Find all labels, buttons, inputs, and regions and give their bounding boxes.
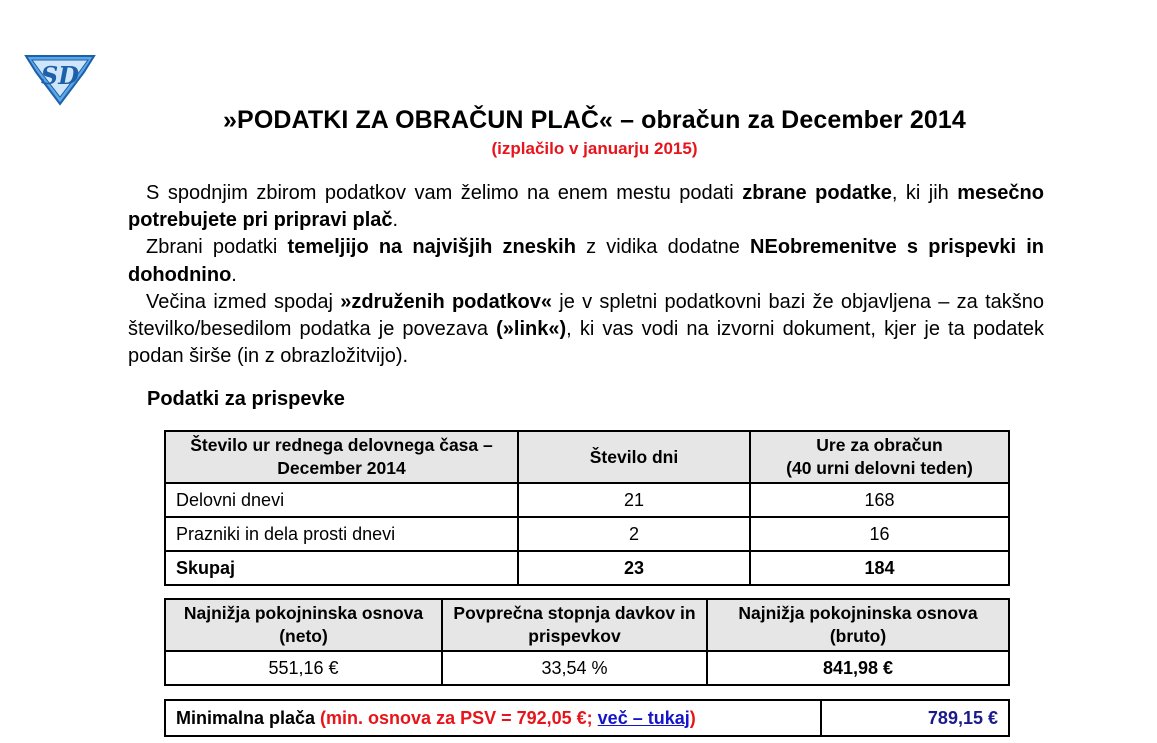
days-value: 2 [518, 517, 750, 551]
pension-base-gross: 841,98 € [707, 651, 1009, 685]
days-value: 21 [518, 483, 750, 517]
page-title: »PODATKI ZA OBRAČUN PLAČ« – obračun za December 2014 [223, 106, 966, 134]
pension-base-net: 551,16 € [165, 651, 442, 685]
table-row [165, 651, 1009, 685]
average-tax-rate: 33,54 % [442, 651, 707, 685]
table-row [165, 700, 1009, 736]
svg-text:SD: SD [40, 61, 80, 90]
intro-text [128, 180, 1044, 370]
table-header: Število dni [518, 431, 750, 483]
table-header: Najnižja pokojninska osnova (bruto) [707, 599, 1009, 651]
table-row [165, 517, 1009, 551]
intro-paragraph-1: S spodnjim zbirom podatkov vam želimo na enem mestu podati zbrane podatke, ki jih mesečno potrebujete pri pripravi plač. [128, 182, 1044, 232]
intro-paragraph-2: Zbrani podatki temeljijo na najvišjih zneskih z vidika dodatne NEobremenitve s prispevki in dohodnino. [128, 236, 1044, 286]
row-label: Delovni dnevi [165, 483, 518, 517]
minimum-wage-table [164, 699, 1010, 737]
table-header: Ure za obračun (40 urni delovni teden) [750, 431, 1009, 483]
min-wage-value: 789,15 € [821, 700, 1009, 736]
table-row-total [165, 551, 1009, 585]
document-header [0, 106, 1157, 159]
hours-value: 16 [750, 517, 1009, 551]
row-label: Skupaj [165, 551, 518, 585]
days-value: 23 [518, 551, 750, 585]
page-subtitle: (izplačilo v januarju 2015) [491, 139, 698, 158]
min-wage-label-cell: Minimalna plača (min. osnova za PSV = 792,05 €; več – tukaj) [165, 700, 821, 736]
more-here-link[interactable]: več – tukaj [597, 707, 690, 728]
table-header: Število ur rednega delovnega časa – December 2014 [165, 431, 518, 483]
pension-base-table [164, 598, 1010, 686]
row-label: Prazniki in dela prosti dnevi [165, 517, 518, 551]
intro-paragraph-3: Večina izmed spodaj »združenih podatkov« je v spletni podatkovni bazi že objavljena – za takšno številko/besedilom podatka je povezava (»link«), ki vas vodi na izvorni dokument, kjer je ta podatek podan širše (in z obrazložitvijo). [128, 290, 1044, 368]
min-wage-label: Minimalna plača [176, 707, 321, 728]
company-logo [22, 50, 98, 106]
table-header-row [165, 599, 1009, 651]
hours-value: 184 [750, 551, 1009, 585]
table-header: Najnižja pokojninska osnova (neto) [165, 599, 442, 651]
working-hours-table [164, 430, 1010, 586]
hours-value: 168 [750, 483, 1009, 517]
table-row [165, 483, 1009, 517]
section-title: Podatki za prispevke [147, 388, 345, 410]
table-header-row [165, 431, 1009, 483]
table-header: Povprečna stopnja davkov in prispevkov [442, 599, 707, 651]
